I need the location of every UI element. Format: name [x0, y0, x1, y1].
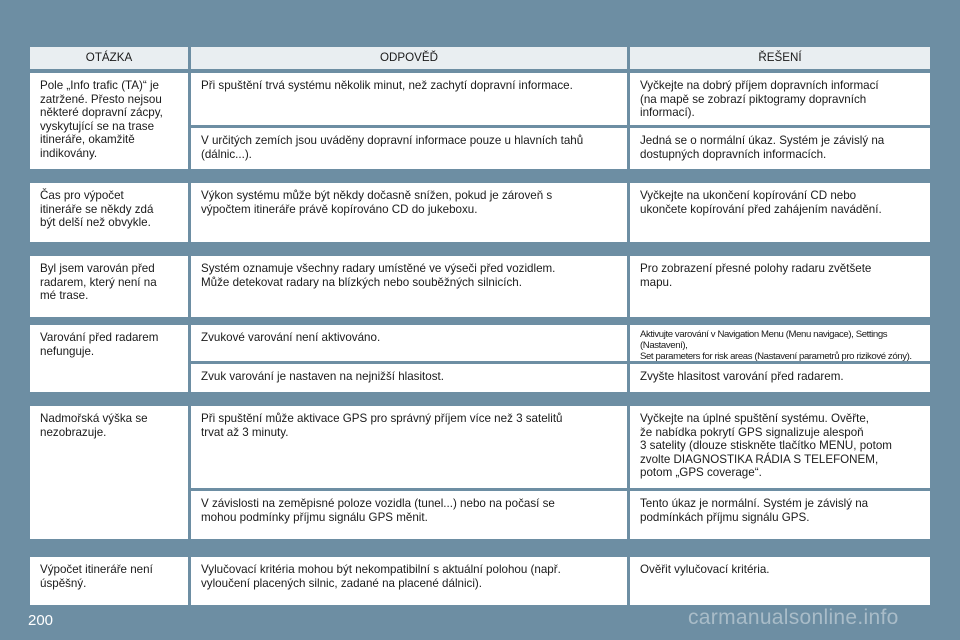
answer-cell: V závislosti na zeměpisné poloze vozidla (tunel...) nebo na počasí se mohou podmínky příjmu signálu GPS měnit.	[191, 491, 627, 539]
header-answer	[191, 47, 627, 69]
answer-cell: Zvukové varování není aktivováno.	[191, 325, 627, 361]
watermark: carmanualsonline.info	[688, 606, 899, 629]
solution-cell: Vyčkejte na ukončení kopírování CD nebo ukončete kopírování před zahájením navádění.	[630, 183, 930, 242]
question-cell: Čas pro výpočet itineráře se někdy zdá být delší než obvykle.	[30, 183, 188, 242]
header-question-label: OTÁZKA	[85, 51, 133, 65]
question-cell: Výpočet itineráře není úspěšný.	[30, 557, 188, 605]
solution-cell: Vyčkejte na úplné spuštění systému. Ověřte, že nabídka pokrytí GPS signalizuje alespoň 3 satelity (dlouze stiskněte tlačítko MENU, potom zvolte DIAGNOSTIKA RÁDIA S TELEFONEM, potom „GPS coverage“.	[630, 406, 930, 488]
solution-cell: Zvyšte hlasitost varování před radarem.	[630, 364, 930, 392]
answer-cell: Při spuštění trvá systému několik minut, než zachytí dopravní informace.	[191, 73, 627, 125]
question-cell: Varování před radarem nefunguje.	[30, 325, 188, 392]
question-cell: Nadmořská výška se nezobrazuje.	[30, 406, 188, 539]
header-answer-label: ODPOVĚĎ	[380, 51, 438, 65]
question-cell: Pole „Info trafic (TA)“ je zatržené. Přesto nejsou některé dopravní zácpy, vyskytující se na trase itineráře, okamžitě indikovány.	[30, 73, 188, 169]
answer-cell: Výkon systému může být někdy dočasně snížen, pokud je zároveň s výpočtem itineráře právě kopírováno CD do jukeboxu.	[191, 183, 627, 242]
answer-cell: Vylučovací kritéria mohou být nekompatibilní s aktuální polohou (např. vyloučení placených silnic, zadané na placené dálnici).	[191, 557, 627, 605]
solution-cell: Tento úkaz je normální. Systém je závislý na podmínkách příjmu signálu GPS.	[630, 491, 930, 539]
solution-cell: Aktivujte varování v Navigation Menu (Menu navigace), Settings (Nastavení), Set parameters for risk areas (Nastavení parametrů pro rizikové zóny).	[630, 325, 930, 361]
solution-cell: Jedná se o normální úkaz. Systém je závislý na dostupných dopravních informacích.	[630, 128, 930, 169]
solution-cell: Vyčkejte na dobrý příjem dopravních informací (na mapě se zobrazí piktogramy dopravních informací).	[630, 73, 930, 125]
header-question	[30, 47, 188, 69]
answer-cell: Zvuk varování je nastaven na nejnižší hlasitost.	[191, 364, 627, 392]
header-solution-label: ŘEŠENÍ	[758, 51, 802, 65]
solution-cell: Pro zobrazení přesné polohy radaru zvětšete mapu.	[630, 256, 930, 317]
answer-cell: Systém oznamuje všechny radary umístěné ve výseči před vozidlem. Může detekovat radary na blízkých nebo souběžných silnicích.	[191, 256, 627, 317]
answer-cell: V určitých zemích jsou uváděny dopravní informace pouze u hlavních tahů (dálnic...).	[191, 128, 627, 169]
page-number: 200	[28, 612, 54, 629]
answer-cell: Při spuštění může aktivace GPS pro správný příjem více než 3 satelitů trvat až 3 minuty.	[191, 406, 627, 488]
solution-cell: Ověřit vylučovací kritéria.	[630, 557, 930, 605]
header-solution	[630, 47, 930, 69]
question-cell: Byl jsem varován před radarem, který není na mé trase.	[30, 256, 188, 317]
